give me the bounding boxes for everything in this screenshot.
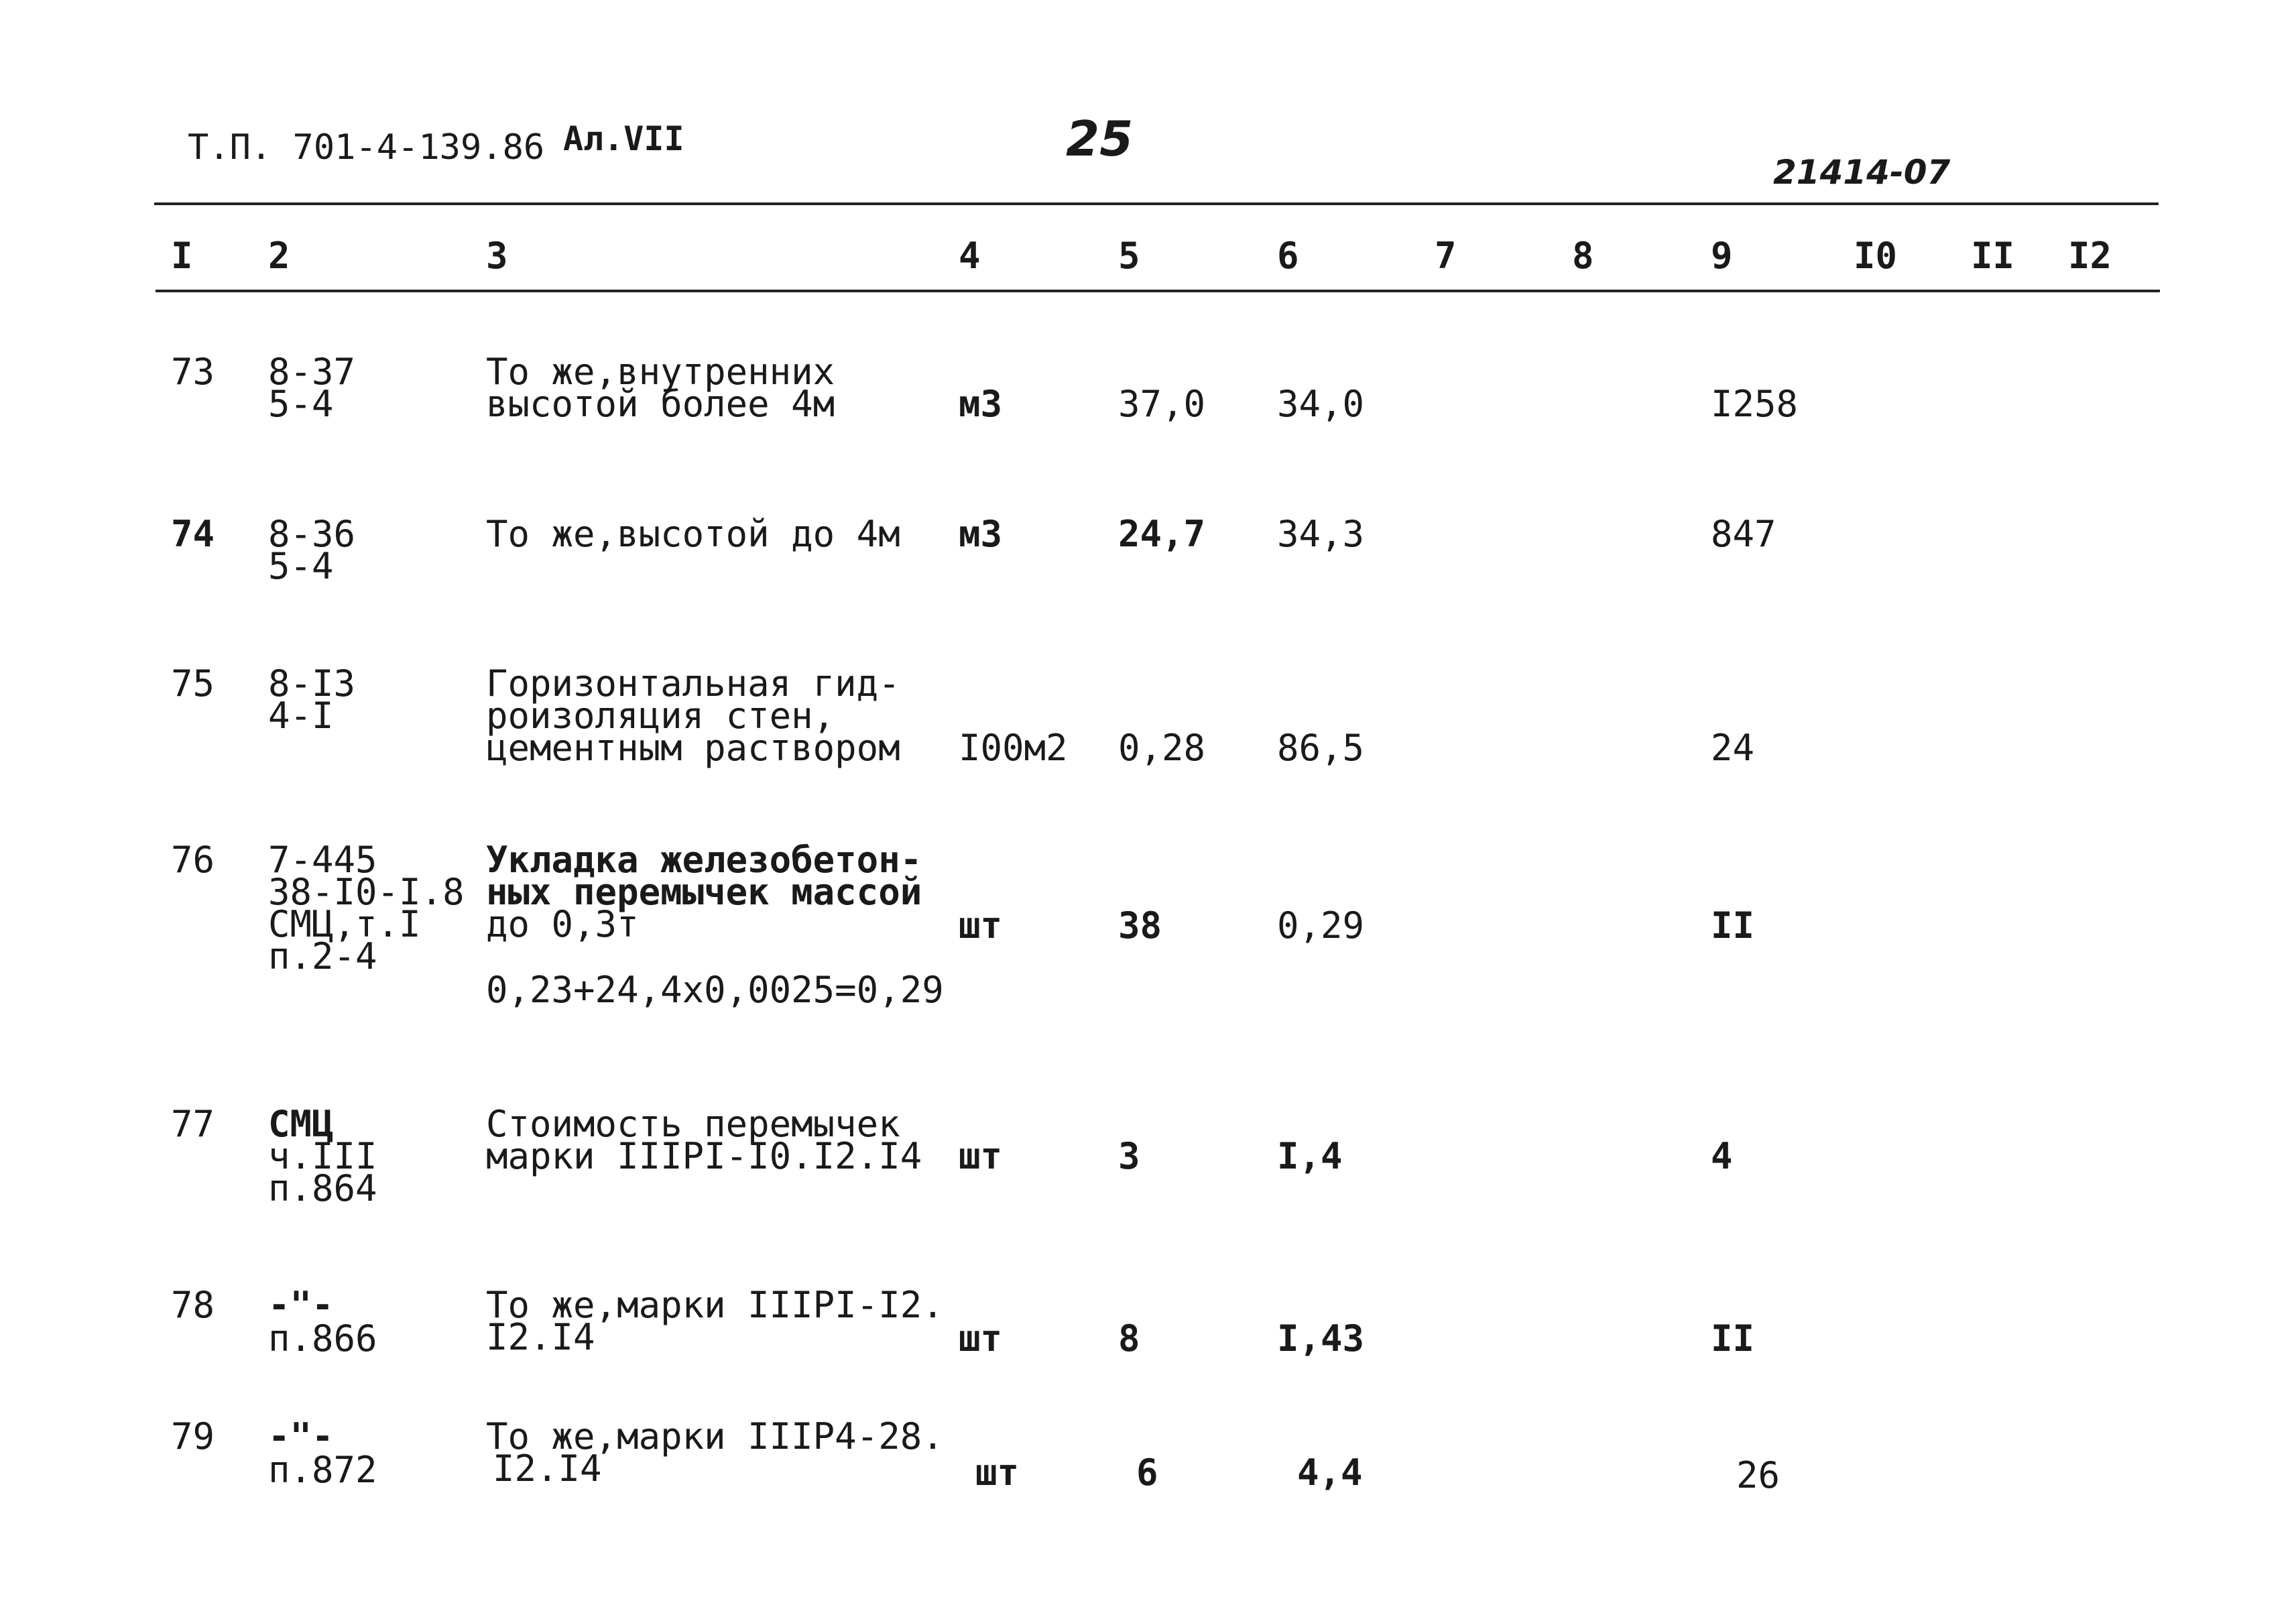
row-unit-price: 4,4: [1297, 1451, 1363, 1494]
row-description-line: марки IIIPI-I0.I2.I4: [486, 1135, 922, 1177]
table-top-rule: [154, 202, 2159, 205]
row-code-line: 4-I: [268, 695, 334, 737]
row-quantity: 38: [1118, 904, 1162, 947]
column-header-3: 3: [486, 235, 508, 277]
row-unit: шт: [959, 1135, 1003, 1177]
row-unit: м3: [959, 513, 1003, 555]
row-total: II: [1711, 904, 1755, 947]
row-number: 77: [171, 1103, 215, 1145]
row-code-line: 8-37: [268, 351, 356, 393]
row-unit: I00м2: [959, 727, 1068, 769]
column-header-8: 8: [1572, 235, 1594, 277]
row-code-line: п.872: [268, 1449, 377, 1491]
column-header-6: 6: [1277, 235, 1299, 277]
row-description-line: То же,внутренних: [486, 351, 835, 393]
row-code-line: -"-: [268, 1415, 334, 1457]
row-quantity: 0,28: [1118, 727, 1206, 769]
row-description-line: высотой более 4м: [486, 383, 835, 425]
column-header-4: 4: [959, 235, 981, 277]
row-unit-price: 0,29: [1277, 904, 1365, 947]
row-unit-price: 34,0: [1277, 383, 1365, 425]
row-description-line: То же,высотой до 4м: [486, 513, 900, 555]
row-code-line: 38-I0-I.8: [268, 871, 465, 913]
row-description-line: I2.I4: [493, 1447, 602, 1490]
row-number: 76: [171, 839, 215, 881]
row-code-line: СМЦ,т.I: [268, 903, 421, 945]
row-description-line: ных перемычек массой: [486, 871, 922, 913]
row-description-line: I2.I4: [486, 1316, 595, 1358]
row-unit: шт: [959, 1317, 1003, 1360]
row-formula: 0,23+24,4х0,0025=0,29: [486, 969, 944, 1011]
row-number: 74: [171, 513, 215, 555]
row-code-line: п.2-4: [268, 935, 377, 977]
row-total: I258: [1711, 383, 1799, 425]
row-total: 4: [1711, 1135, 1733, 1177]
row-description-line: Стоимость перемычек: [486, 1103, 900, 1145]
row-unit-price: I,4: [1277, 1135, 1343, 1177]
row-code-line: 5-4: [268, 545, 334, 587]
row-unit-price: 86,5: [1277, 727, 1365, 769]
column-header-9: 9: [1711, 235, 1733, 277]
document-code: Т.П. 701-4-139.86: [188, 127, 545, 168]
row-unit-price: I,43: [1277, 1317, 1365, 1360]
album-label: Ал.VII: [563, 119, 684, 158]
page-number: 25: [1066, 111, 1134, 167]
row-unit-price: 34,3: [1277, 513, 1365, 555]
row-total: 847: [1711, 513, 1776, 555]
row-description-line: до 0,3т: [486, 903, 639, 945]
row-quantity: 8: [1118, 1317, 1140, 1360]
column-header-1: I: [171, 235, 193, 277]
row-number: 78: [171, 1284, 215, 1326]
row-description-line: цементным раствором: [486, 727, 900, 769]
row-code-line: п.864: [268, 1167, 377, 1209]
row-unit: м3: [959, 383, 1003, 425]
row-quantity: 3: [1118, 1135, 1140, 1177]
row-number: 79: [171, 1415, 215, 1457]
row-description-line: То же,марки IIIPI-I2.: [486, 1284, 944, 1326]
row-code-line: -"-: [268, 1284, 334, 1326]
row-code-line: 8-I3: [268, 662, 356, 705]
row-quantity: 37,0: [1118, 383, 1206, 425]
row-unit: шт: [975, 1451, 1020, 1494]
row-code-line: СМЦ: [268, 1103, 334, 1145]
column-header-11: II: [1971, 235, 2015, 277]
row-code-line: 7-445: [268, 839, 377, 881]
row-description-line: То же,марки IIIP4-28.: [486, 1415, 944, 1457]
row-quantity: 6: [1136, 1451, 1158, 1494]
column-header-10: I0: [1854, 235, 1898, 277]
row-unit: шт: [959, 904, 1003, 947]
row-total: 26: [1736, 1454, 1780, 1496]
column-header-7: 7: [1435, 235, 1457, 277]
row-code-line: 8-36: [268, 513, 356, 555]
row-description-line: роизоляция стен,: [486, 695, 835, 737]
row-description-line: Горизонтальная гид-: [486, 662, 900, 705]
row-code-line: ч.III: [268, 1135, 377, 1177]
row-code-line: 5-4: [268, 383, 334, 425]
row-number: 75: [171, 662, 215, 705]
column-header-12: I2: [2068, 235, 2112, 277]
table-header-rule: [156, 290, 2160, 292]
archive-number: 21414-07: [1773, 153, 1951, 192]
column-header-5: 5: [1118, 235, 1140, 277]
row-total: II: [1711, 1317, 1755, 1360]
row-quantity: 24,7: [1118, 513, 1206, 555]
row-total: 24: [1711, 727, 1755, 769]
row-number: 73: [171, 351, 215, 393]
column-header-2: 2: [268, 235, 290, 277]
row-description-line: Укладка железобетон-: [486, 839, 922, 881]
row-code-line: п.866: [268, 1317, 377, 1360]
